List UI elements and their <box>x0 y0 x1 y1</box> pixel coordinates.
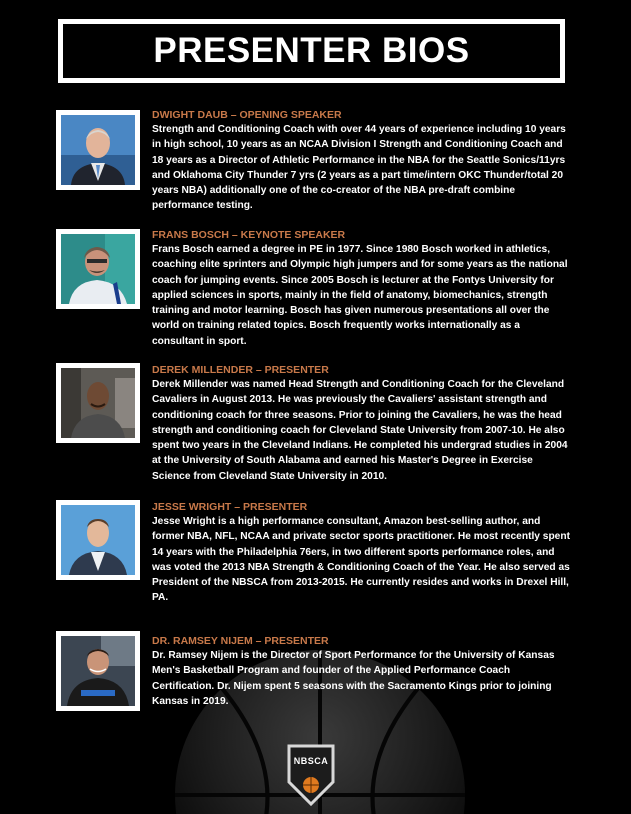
nbsca-logo <box>285 742 337 808</box>
presenter-name-3: DEREK MILLENDER – PRESENTER <box>152 364 329 376</box>
presenter-bio-3: Derek Millender was named Head Strength and Conditioning Coach for the Cleveland Cavaliers in August 2013. He was previously the Cavaliers' assistant strength and conditioning coach for three seasons. Prior to joining the Cavaliers, he was the head strength and conditioning coach for Cleveland State University from 2007-10. He also spent two years in the Cleveland Indians. He completed his undergrad studies in 2004 at the University of South Alabama and earned his Master's Degree in Exercise Science from Cleveland State University in 2010. <box>152 379 568 482</box>
presenter-bio-1: Strength and Conditioning Coach with over 44 years of experience including 10 years in high school, 10 years as an NCAA Division I Strength and Conditioning Coach and 18 years as a Director of Athletic Performance in the NBA for the Seattle Sonics/11yrs and Oklahoma City Thunder 7 yrs (2 years as a part time/intern OKC Thunder/total 20 years NBA) additionally one of the co-creator of the NBA pre-draft combine performance testing. <box>152 124 566 212</box>
presenter-photo-5 <box>56 631 140 711</box>
presenter-photo-1 <box>56 110 140 190</box>
basketball-shield-icon <box>285 742 337 808</box>
presenter-photo-3 <box>56 363 140 443</box>
title-box <box>58 19 565 83</box>
presenter-bio-2: Frans Bosch earned a degree in PE in 1977. Since 1980 Bosch worked in athletics, coaching elite sprinters and Olympic high jumpers and for some years as the national coach for jumping events. Since 2005 Bosch is lecturer at the Fontys University for applied sciences in sports, mainly in the field of anatomy, biomechanics, strength training and motor learning. Bosch has given numerous presentations all over the world on training related topics. Bosch frequently works internationally as a consultant in sport. <box>152 244 568 347</box>
presenter-photo-2 <box>56 229 140 309</box>
presenter-name-1: DWIGHT DAUB – OPENING SPEAKER <box>152 109 342 121</box>
presenter-bio-5: Dr. Ramsey Nijem is the Director of Sport Performance for the University of Kansas Men's Basketball Program and founder of the Applied Performance Coach Certification. Dr. Nijem spent 5 seasons with the Sacramento Kings prior to joining Kansas in 2019. <box>152 650 555 707</box>
logo-text: NBSCA <box>293 756 329 766</box>
presenter-name-5: DR. RAMSEY NIJEM – PRESENTER <box>152 635 329 647</box>
presenter-bio-4: Jesse Wright is a high performance consultant, Amazon best-selling author, and former NBA, NFL, NCAA and private sector sports practitioner. He most recently spent 14 years with the Philadelphia 76ers, in two different sports performance roles, and was voted the 2013 NBA Strength & Conditioning Coach of the Year. He also served as President of the NBSCA from 2013-2015. He currently resides and works in Drexel Hill, PA. <box>152 516 570 604</box>
presenter-photo-4 <box>56 500 140 580</box>
presenter-name-2: FRANS BOSCH – KEYNOTE SPEAKER <box>152 229 346 241</box>
page-title: PRESENTER BIOS <box>153 31 470 70</box>
presenter-name-4: JESSE WRIGHT – PRESENTER <box>152 501 308 513</box>
